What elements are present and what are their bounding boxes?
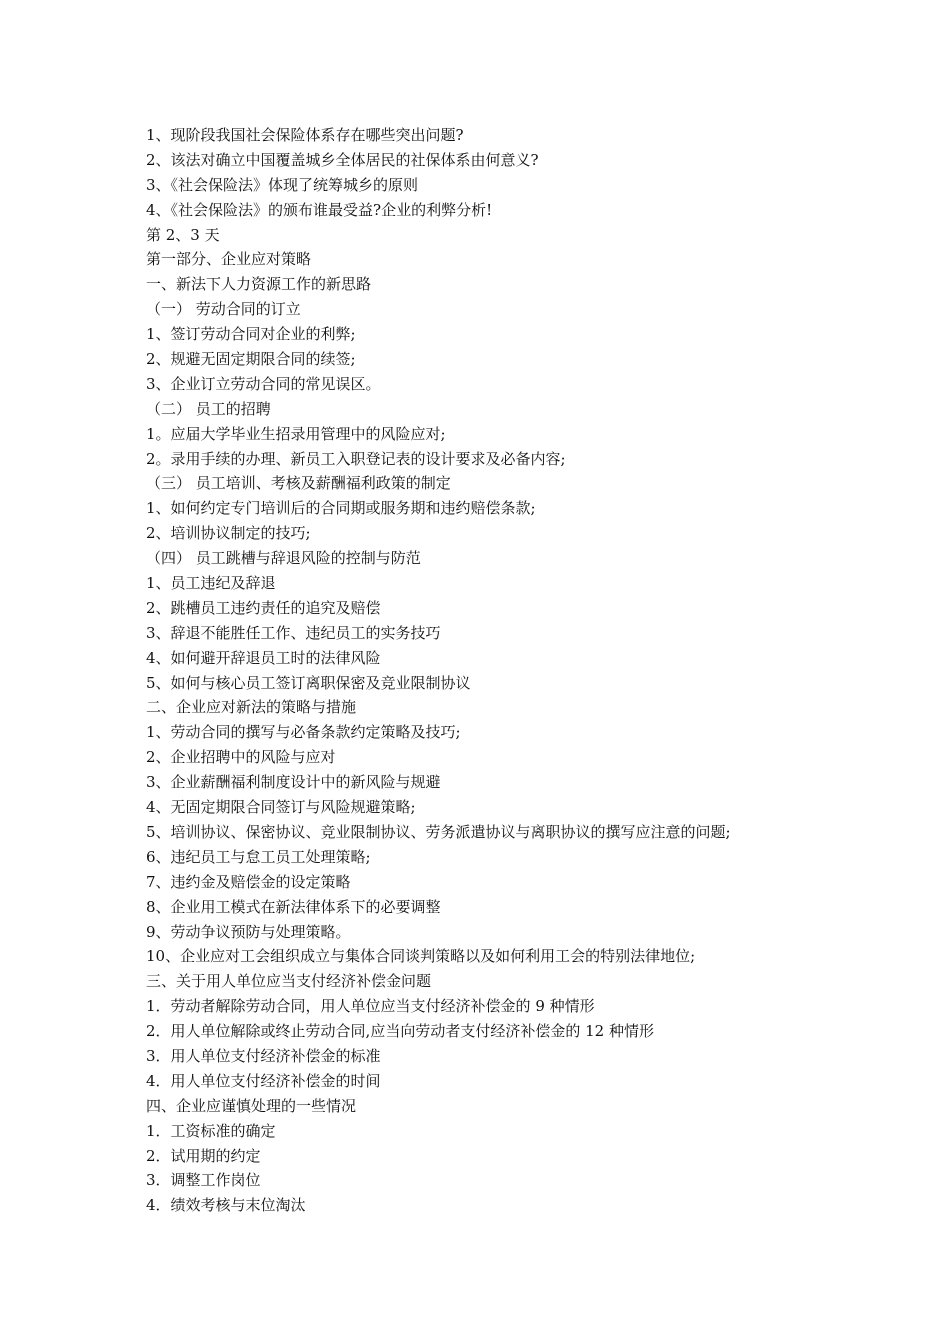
text-line: 1．劳动者解除劳动合同，用人单位应当支付经济补偿金的 9 种情形 (146, 997, 595, 1016)
text-line: 2。录用手续的办理、新员工入职登记表的设计要求及必备内容; (146, 449, 566, 468)
text-line: 2、跳槽员工违约责任的追究及赔偿 (146, 598, 381, 617)
section-heading: 二、企业应对新法的策略与措施 (146, 698, 357, 717)
text-line: 2、培训协议制定的技巧; (146, 524, 311, 543)
text-line: 1、劳动合同的撰写与必备条款约定策略及技巧; (146, 723, 461, 742)
text-line: 8、企业用工模式在新法律体系下的必要调整 (146, 897, 441, 916)
text-line: 3．调整工作岗位 (146, 1171, 261, 1190)
text-line: 4．用人单位支付经济补偿金的时间 (146, 1071, 381, 1090)
subsection-heading: （四） 员工跳槽与辞退风险的控制与防范 (146, 549, 421, 568)
part-heading: 第一部分、企业应对策略 (146, 250, 312, 269)
text-line: 2．试用期的约定 (146, 1146, 261, 1165)
subsection-heading: （二） 员工的招聘 (146, 399, 271, 418)
text-line: 2．用人单位解除或终止劳动合同,应当向劳动者支付经济补偿金的 12 种情形 (146, 1022, 654, 1041)
text-line: 5、培训协议、保密协议、竞业限制协议、劳务派遣协议与离职协议的撰写应注意的问题; (146, 822, 731, 841)
text-line: 1．工资标准的确定 (146, 1121, 276, 1140)
text-line: 10、企业应对工会组织成立与集体合同谈判策略以及如何利用工会的特别法律地位; (146, 947, 696, 966)
text-line: 3、企业薪酬福利制度设计中的新风险与规避 (146, 773, 441, 792)
text-line: 1、签订劳动合同对企业的利弊; (146, 325, 356, 344)
subsection-heading: （一） 劳动合同的订立 (146, 300, 301, 319)
text-line: 4、如何避开辞退员工时的法律风险 (146, 648, 381, 667)
text-line: 1、员工违纪及辞退 (146, 574, 276, 593)
text-line: 5、如何与核心员工签订离职保密及竞业限制协议 (146, 673, 471, 692)
text-line: 3、企业订立劳动合同的常见误区。 (146, 374, 381, 393)
text-line: 1、现阶段我国社会保险体系存在哪些突出问题? (146, 126, 464, 144)
subsection-heading: （三） 员工培训、考核及薪酬福利政策的制定 (146, 474, 451, 493)
text-line: 3、辞退不能胜任工作、违纪员工的实务技巧 (146, 623, 441, 642)
text-line: 9、劳动争议预防与处理策略。 (146, 922, 351, 941)
section-heading: 一、新法下人力资源工作的新思路 (146, 275, 372, 294)
text-line: 4、无固定期限合同签订与风险规避策略; (146, 798, 416, 817)
text-line: 1。应届大学毕业生招录用管理中的风险应对; (146, 424, 446, 443)
text-line: 6、违纪员工与怠工员工处理策略; (146, 847, 371, 866)
text-line: 3、《社会保险法》体现了统筹城乡的原则 (146, 175, 419, 194)
document-body (146, 123, 846, 1218)
text-line: 4、《社会保险法》的颁布谁最受益?企业的利弊分析! (146, 200, 493, 219)
section-heading: 四、企业应谨慎处理的一些情况 (146, 1096, 357, 1115)
text-line: 2、企业招聘中的风险与应对 (146, 748, 336, 767)
text-line: 2、规避无固定期限合同的续签; (146, 350, 356, 369)
text-line: 3．用人单位支付经济补偿金的标准 (146, 1046, 381, 1065)
text-line: 4．绩效考核与末位淘汰 (146, 1196, 306, 1215)
text-line: 1、如何约定专门培训后的合同期或服务期和违约赔偿条款; (146, 499, 536, 518)
text-line: 7、违约金及赔偿金的设定策略 (146, 872, 351, 891)
section-heading: 三、关于用人单位应当支付经济补偿金问题 (146, 972, 432, 991)
day-heading: 第 2、3 天 (146, 225, 220, 244)
text-line: 2、该法对确立中国覆盖城乡全体居民的社保体系由何意义? (146, 150, 539, 169)
